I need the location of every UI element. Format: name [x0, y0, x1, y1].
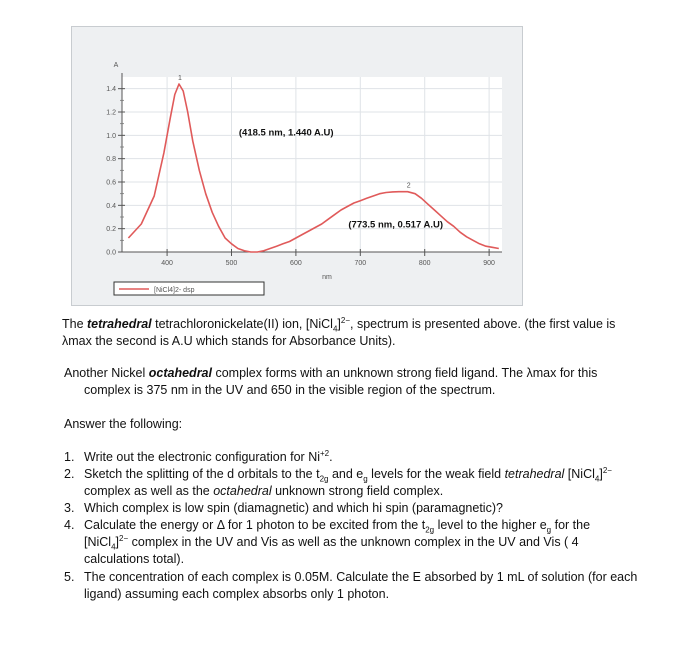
y-tick-label: 0.2 [106, 226, 116, 234]
intro-paragraph [62, 316, 652, 350]
octahedral-paragraph [64, 365, 654, 399]
answer-heading: Answer the following: [64, 417, 183, 431]
y-tick-label: 1.2 [106, 109, 116, 117]
octahedral-line-2: complex is 375 nm in the UV and 650 in the visible region of the spectrum. [84, 383, 496, 397]
y-tick-label: 1.0 [106, 132, 116, 140]
question-2: 2. Sketch the splitting of the d orbitals to the $t_{2g}$ and $e_g$ levels for the weak field tetrahedral [NiCl$_4$]$^{2-}$ complex as well as the octahedral unknown strong field complex. [64, 465, 612, 498]
y-tick-label: 0.4 [106, 202, 116, 210]
y-tick-label: 1.4 [106, 86, 116, 94]
x-axis-title: nm [322, 274, 332, 281]
peak-annotation: (773.5 nm, 0.517 A.U) [348, 219, 444, 231]
peak-label: 2 [406, 182, 411, 190]
x-tick-label: 400 [161, 260, 173, 267]
tetrahedral-emphasis: tetrahedral [87, 317, 152, 331]
octahedral-emphasis: octahedral [148, 366, 212, 380]
legend-label: [NiCl4]2- dsp [154, 287, 195, 294]
question-3: 3. Which complex is low spin (diamagnetic) and which hi spin (paramagnetic)? [64, 501, 503, 515]
x-tick-label: 600 [290, 260, 302, 267]
intro-line-2: λmax the second is A.U which stands for Absorbance Units). [62, 334, 396, 348]
y-tick-label: 0.8 [106, 156, 116, 164]
plot-area [122, 77, 502, 252]
question-5: 5. The concentration of each complex is 0.05M. Calculate the E absorbed by 1 mL of solution (for each ligand) assuming each complex absorbs only 1 photon. [64, 570, 638, 601]
question-1: 1. Write out the electronic configuration for $Ni^{+2}$. [64, 448, 333, 464]
x-tick-label: 700 [354, 260, 367, 267]
intro-line-1: The tetrahedral tetrachloronickelate(II) ion, [NiCl$_4$]$^{2-}$, spectrum is presented above. (the first value is [62, 315, 616, 334]
x-tick-label: 500 [225, 260, 238, 267]
peak-label: 1 [178, 75, 182, 82]
x-tick-label: 900 [483, 260, 495, 267]
y-tick-label: 0.6 [106, 179, 116, 187]
spectrum-chart-panel [71, 26, 523, 306]
y-axis-title: A [113, 62, 119, 69]
question-4: 4. Calculate the energy or Δ for 1 photon to be excited from the $t_{2g}$ level to the higher $e_g$ for the [NiCl$_4$]$^{2-}$ complex in the UV and Vis as well as the unknown complex in the UV and Vis ( 4 calculations total). [64, 518, 591, 566]
octahedral-line-1: Another Nickel octahedral complex forms with an unknown strong field ligand. The λmax for this [64, 366, 598, 380]
spectrum-chart [72, 27, 524, 307]
y-tick-label: 0.0 [106, 249, 116, 257]
peak-annotation: (418.5 nm, 1.440 A.U) [238, 127, 334, 139]
x-tick-label: 800 [418, 260, 431, 267]
